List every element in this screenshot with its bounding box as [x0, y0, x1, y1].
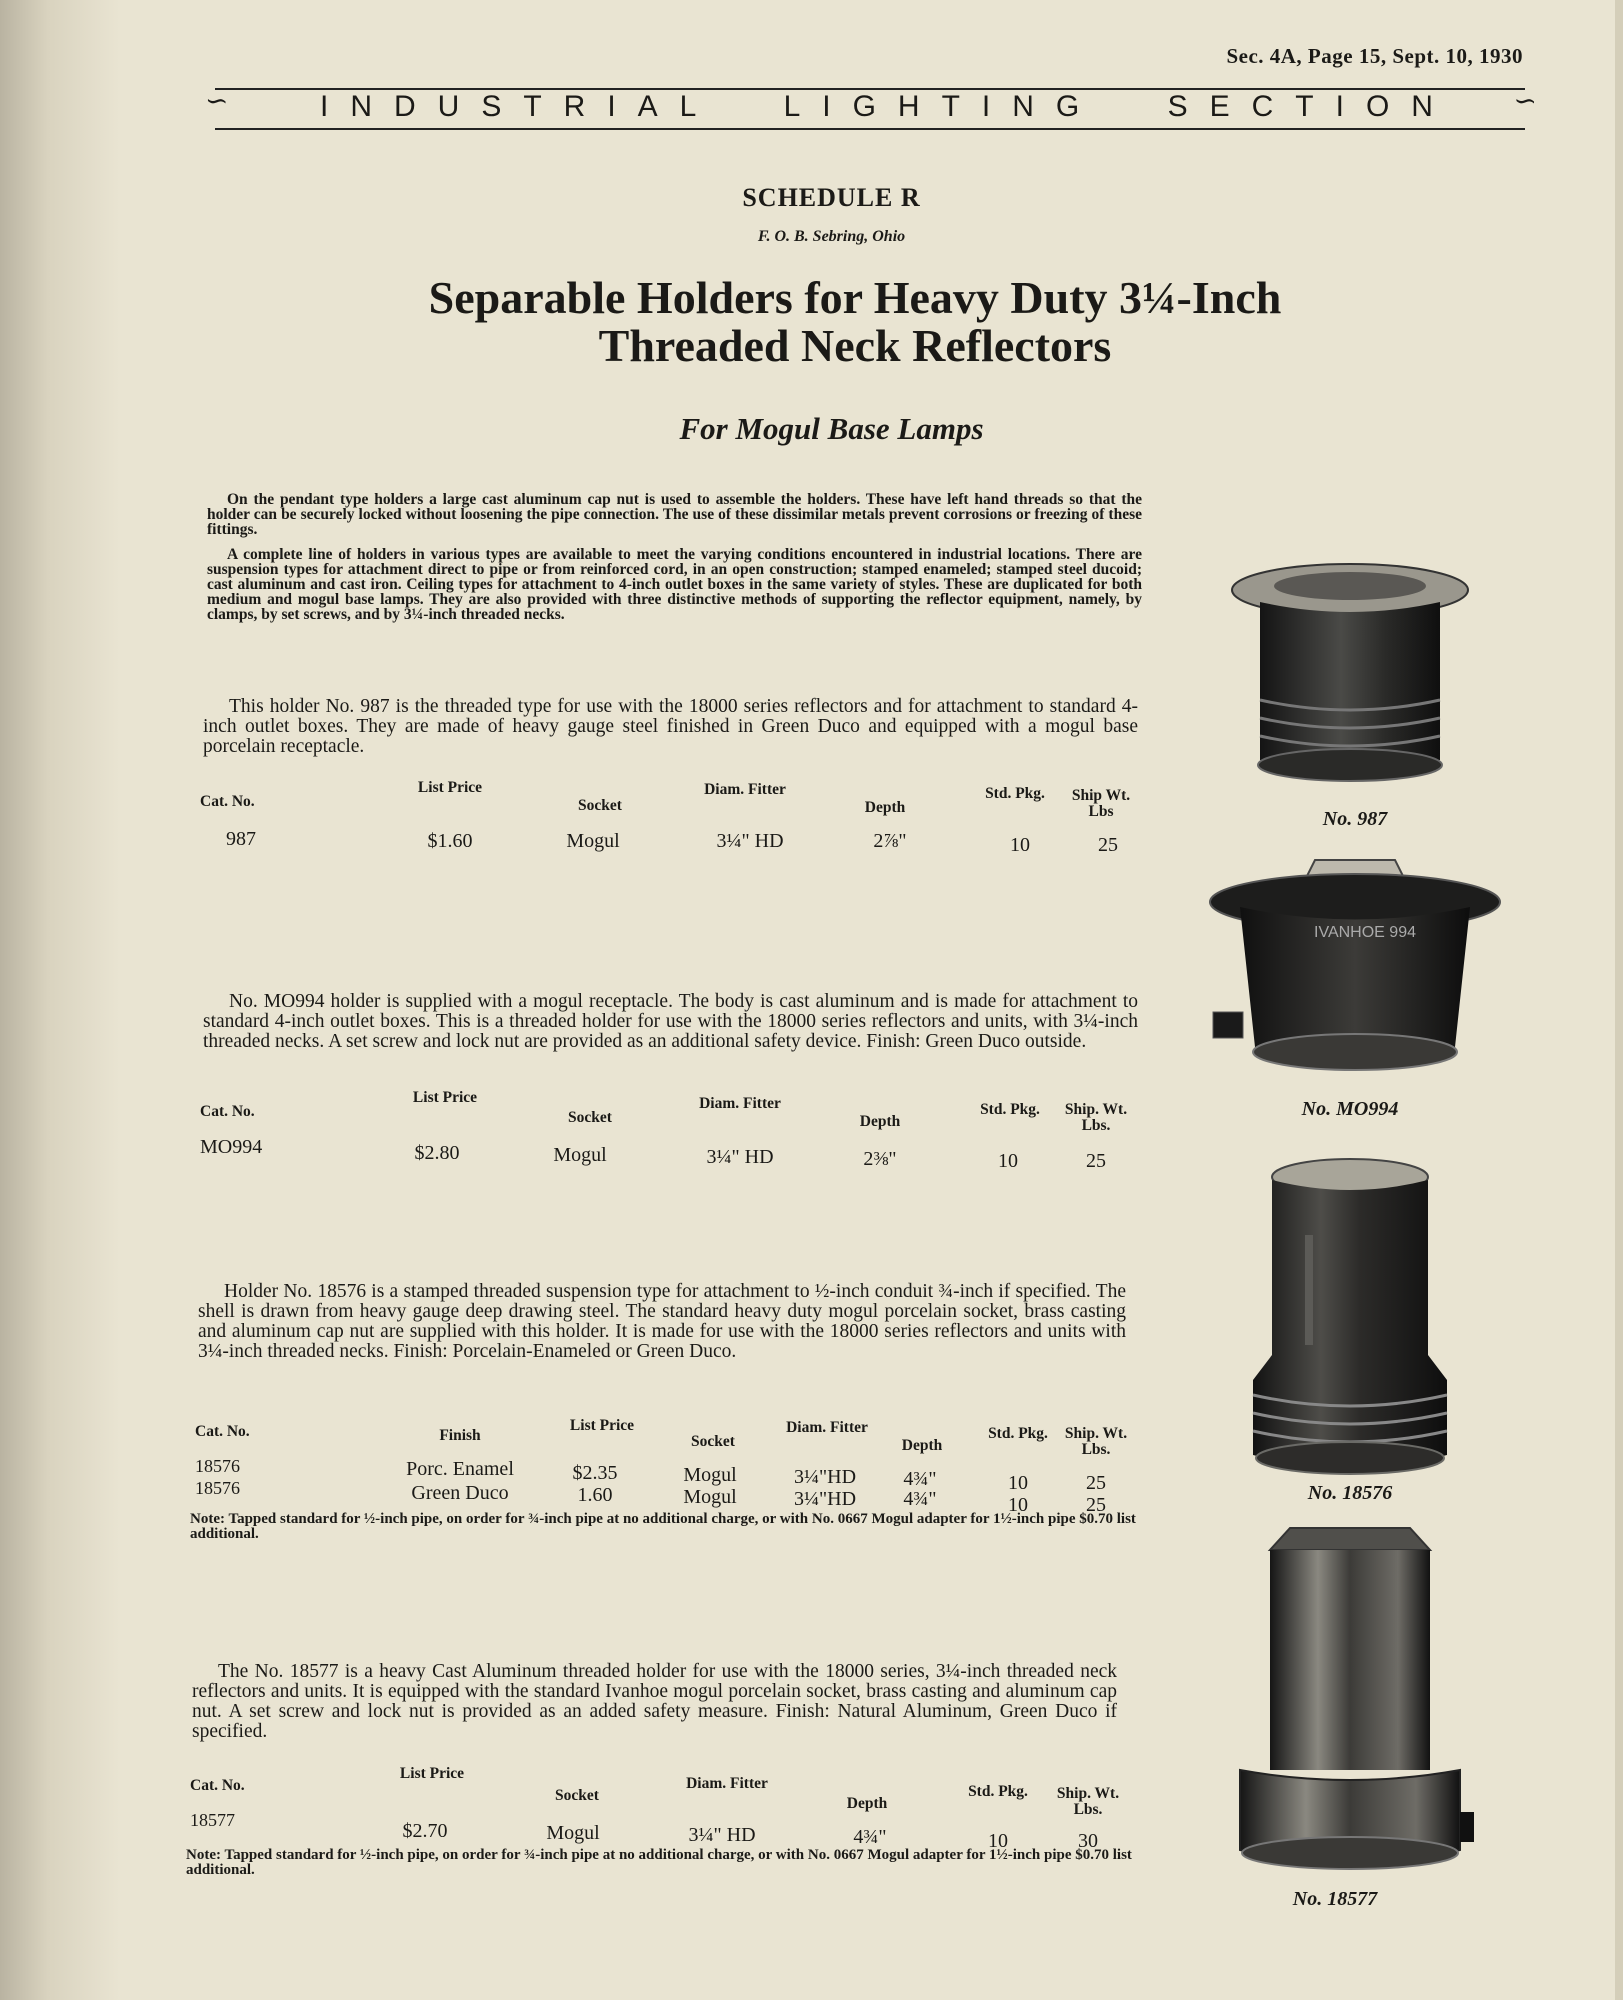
holder-987-image: [1230, 560, 1470, 790]
title-line-1: Separable Holders for Heavy Duty 3¼-Inch: [428, 272, 1282, 323]
col-header-std-pkg: Std. Pkg.: [968, 1783, 1028, 1800]
cell-ship-wt: 25: [1098, 834, 1118, 856]
page-subtitle: For Mogul Base Lamps: [679, 411, 984, 446]
cell-finish: Green Duco: [411, 1482, 509, 1504]
intro-paragraph: A complete line of holders in various types are available to meet the varying conditions encountered in industrial locations. There are suspension types for attachment direct to pipe or from reinforced cord, in an open construction; stamped enameled; stamped steel ducoid; cast aluminum and cast iron. Ceiling types for attachment to 4-inch outlet boxes in the same variety of styles. These are duplicated for both medium and mogul base lamps. They are also provided with three distinctive methods of supporting the reflector equipment, namely, by clamps, by set screws, and by 3¼-inch threaded necks.: [207, 546, 1142, 623]
page-reference: Sec. 4A, Page 15, Sept. 10, 1930: [1226, 44, 1523, 68]
cell-list-price: 1.60: [577, 1484, 613, 1506]
product-987-description: [203, 697, 1138, 757]
product-mo994-spec-table: [0, 1090, 1200, 1180]
col-header-diam-fitter: Diam. Fitter: [686, 1775, 768, 1792]
col-header-finish: Finish: [439, 1427, 481, 1444]
product-18576-note: Note: Tapped standard for ½-inch pipe, on order for ¾-inch pipe at no additional charge, or with No. 0667 Mogul adapter for 1½-inch pipe $0.70 list additional.: [190, 1511, 1136, 1542]
col-header-list-price: List Price: [569, 1417, 635, 1434]
col-header-list-price: List Price: [399, 1765, 465, 1782]
cell-std-pkg: 10: [1010, 834, 1030, 856]
page-title: [330, 274, 1380, 370]
description-text: No. MO994 holder is supplied with a mogul receptacle. The body is cast aluminum and is made for attachment to standard 4-inch outlet boxes. This is a threaded holder for use with the 18000 series reflectors and units, with 3¼-inch threaded necks. A set screw and lock nut are provided as an additional safety device. Finish: Green Duco outside.: [203, 991, 1138, 1052]
col-header-cat-no: Cat. No.: [200, 1103, 255, 1120]
cell-ship-wt: 25: [1086, 1494, 1106, 1516]
col-header-depth: Depth: [859, 1113, 901, 1130]
col-header-ship-wt: Ship. Wt. Lbs.: [1056, 1785, 1120, 1818]
cell-depth: 4¾": [853, 1826, 887, 1848]
title-line-2: Threaded Neck Reflectors: [598, 320, 1112, 371]
cell-cat-no: MO994: [200, 1136, 263, 1158]
product-18576-description: [198, 1282, 1126, 1362]
schedule-label: SCHEDULE R: [742, 183, 921, 212]
fob-line: F. O. B. Sebring, Ohio: [757, 228, 906, 245]
col-header-depth: Depth: [846, 1795, 888, 1812]
cell-diam-fitter: 3¼" HD: [716, 830, 784, 852]
caption-987: No. 987: [1322, 808, 1388, 830]
col-header-ship-wt: Ship. Wt. Lbs.: [1064, 1101, 1128, 1134]
page-binding-shadow: [0, 0, 120, 2000]
cell-ship-wt: 30: [1078, 1830, 1098, 1852]
col-header-std-pkg: Std. Pkg.: [980, 1101, 1040, 1118]
cell-list-price: $2.35: [572, 1462, 618, 1484]
cell-ship-wt: 25: [1086, 1150, 1106, 1172]
cell-cat-no: 18576: [195, 1456, 240, 1476]
cell-cat-no: 987: [226, 828, 256, 850]
cell-socket: Mogul: [566, 830, 620, 852]
cell-list-price: $2.70: [402, 1820, 448, 1842]
col-header-std-pkg: Std. Pkg.: [985, 785, 1045, 802]
description-text: Holder No. 18576 is a stamped threaded suspension type for attachment to ½-inch conduit ¾-inch if specified. The shell is drawn from heavy gauge deep drawing steel. The standard heavy duty mogul porcelain socket, brass casting and aluminum cap nut are supplied with this holder. It is made for use with the 18000 series reflectors and units with 3¼-inch threaded necks. Finish: Porcelain-Enameled or Green Duco.: [198, 1281, 1126, 1362]
cell-std-pkg: 10: [1008, 1472, 1028, 1494]
cell-socket: Mogul: [546, 1822, 600, 1844]
cell-list-price: $1.60: [427, 830, 473, 852]
cell-socket: Mogul: [683, 1464, 737, 1486]
product-mo994-description: [203, 992, 1138, 1052]
cell-depth: 4¾": [903, 1468, 937, 1490]
product-marking: IVANHOE 994: [1314, 924, 1416, 941]
col-header-diam-fitter: Diam. Fitter: [786, 1419, 868, 1436]
cell-diam-fitter: 3¼"HD: [793, 1488, 857, 1510]
cell-diam-fitter: 3¼"HD: [793, 1466, 857, 1488]
intro-paragraph: On the pendant type holders a large cast aluminum cap nut is used to assemble the holders. These have left hand threads so that the holder can be securely locked without loosening the pipe connection. The use of these dissimilar metals prevent corrosions or freezing of these fittings.: [207, 491, 1142, 538]
col-header-diam-fitter: Diam. Fitter: [699, 1095, 781, 1112]
cell-std-pkg: 10: [988, 1830, 1008, 1852]
cell-diam-fitter: 3¼" HD: [688, 1824, 756, 1846]
cell-std-pkg: 10: [998, 1150, 1018, 1172]
banner-title: INDUSTRIAL LIGHTING SECTION: [320, 90, 1455, 123]
cell-depth: 2⅜": [863, 1148, 897, 1170]
col-header-socket: Socket: [555, 1787, 599, 1804]
section-banner: [205, 84, 1537, 132]
col-header-socket: Socket: [691, 1433, 735, 1450]
col-header-socket: Socket: [568, 1109, 612, 1126]
product-18576-spec-table: [0, 1412, 1200, 1516]
product-987-spec-table: [0, 780, 1200, 860]
cell-depth: 4¾": [903, 1488, 937, 1510]
caption-mo994: No. MO994: [1301, 1098, 1399, 1120]
caption-18576: No. 18576: [1307, 1482, 1393, 1504]
description-text: This holder No. 987 is the threaded type for use with the 18000 series reflectors and for attachment to standard 4-inch outlet boxes. They are made of heavy gauge steel finished in Green Duco and equipped with a mogul base porcelain receptacle.: [203, 696, 1138, 757]
left-flourish-icon: ∽: [205, 86, 229, 117]
col-header-depth: Depth: [901, 1437, 943, 1454]
col-header-cat-no: Cat. No.: [195, 1423, 250, 1440]
col-header-diam-fitter: Diam. Fitter: [704, 781, 786, 798]
cell-ship-wt: 25: [1086, 1472, 1106, 1494]
cell-cat-no: 18576: [195, 1478, 240, 1498]
product-18577-description: [192, 1662, 1117, 1742]
description-text: The No. 18577 is a heavy Cast Aluminum threaded holder for use with the 18000 series, 3¼-inch threaded neck reflectors and units. It is equipped with the standard Ivanhoe mogul porcelain socket, brass casting and aluminum cap nut. A set screw and lock nut is provided as an added safety measure. Finish: Natural Aluminum, Green Duco if specified.: [192, 1661, 1117, 1742]
col-header-ship-wt: Ship Wt. Lbs: [1071, 787, 1131, 820]
caption-18577: No. 18577: [1292, 1888, 1378, 1910]
product-18577-spec-table: [0, 1766, 1200, 1856]
col-header-cat-no: Cat. No.: [190, 1777, 245, 1794]
holder-18577-image: [1215, 1520, 1485, 1875]
right-flourish-icon: ∽: [1513, 86, 1537, 117]
intro-text: [207, 492, 1142, 632]
product-18577-note: Note: Tapped standard for ½-inch pipe, on order for ¾-inch pipe at no additional charge, or with No. 0667 Mogul adapter for 1½-inch pipe $0.70 list additional.: [186, 1847, 1132, 1878]
col-header-depth: Depth: [864, 799, 906, 816]
col-header-std-pkg: Std. Pkg.: [988, 1425, 1048, 1442]
cell-diam-fitter: 3¼" HD: [706, 1146, 774, 1168]
cell-socket: Mogul: [683, 1486, 737, 1508]
cell-depth: 2⅞": [873, 830, 907, 852]
cell-std-pkg: 10: [1008, 1494, 1028, 1516]
col-header-list-price: List Price: [412, 1089, 478, 1106]
cell-cat-no: 18577: [190, 1810, 235, 1830]
col-header-socket: Socket: [578, 797, 622, 814]
holder-18576-image: [1235, 1155, 1465, 1480]
col-header-list-price: List Price: [417, 779, 483, 796]
page-edge: [1615, 0, 1623, 2000]
cell-list-price: $2.80: [414, 1142, 460, 1164]
cell-finish: Porc. Enamel: [406, 1458, 514, 1480]
col-header-cat-no: Cat. No.: [200, 793, 255, 810]
col-header-ship-wt: Ship. Wt. Lbs.: [1064, 1425, 1128, 1458]
holder-mo994-image: [1205, 852, 1505, 1082]
cell-socket: Mogul: [553, 1144, 607, 1166]
